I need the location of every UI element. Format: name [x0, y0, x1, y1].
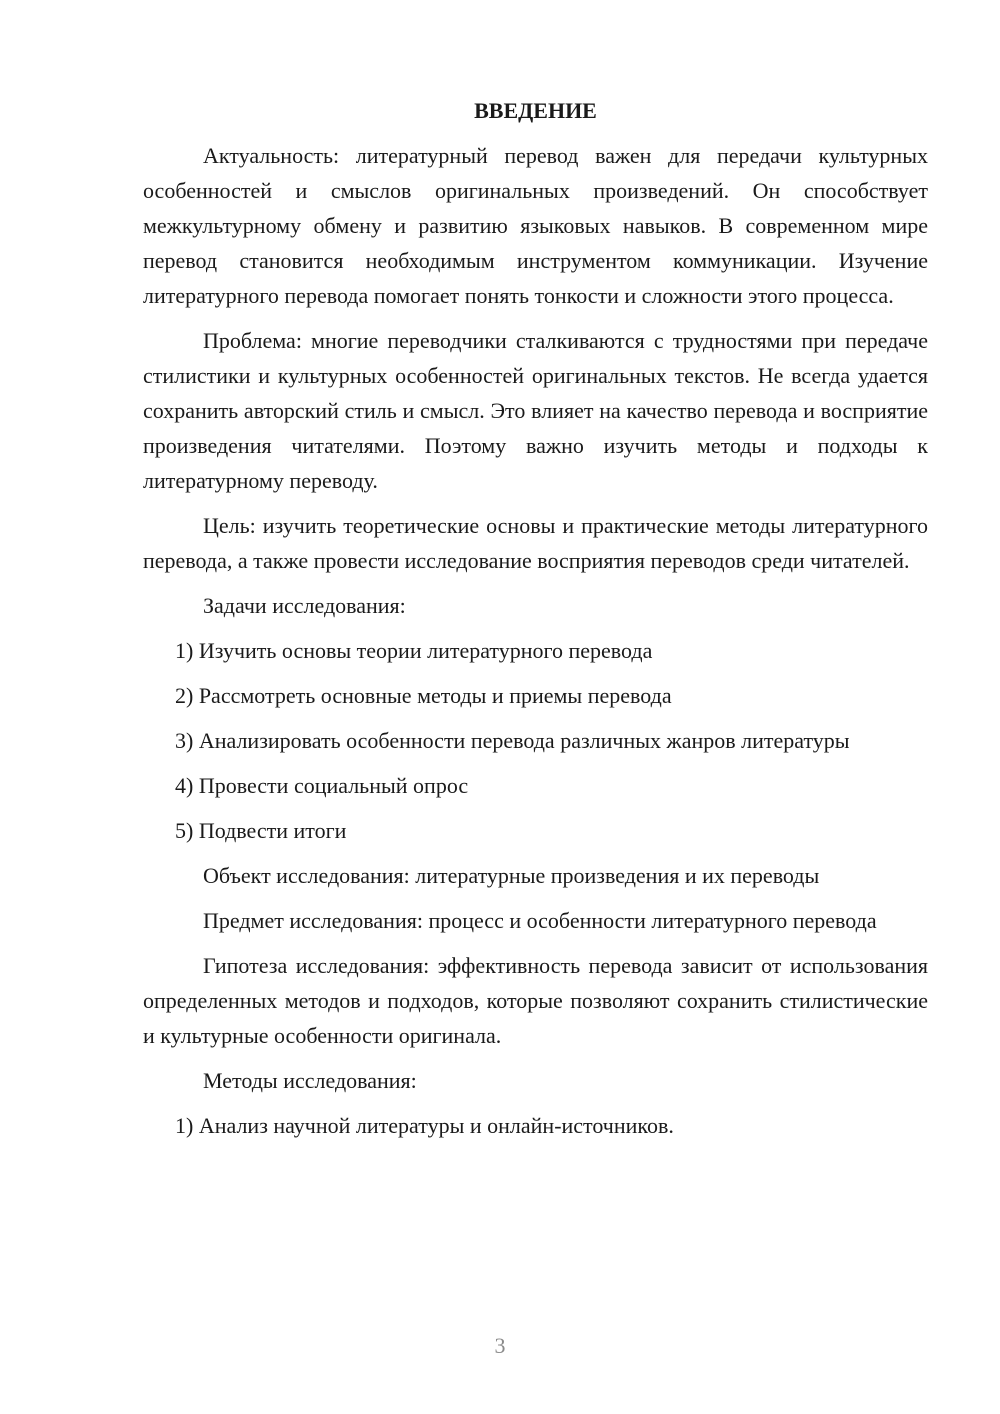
- list-item-task-2: 2) Рассмотреть основные методы и приемы перевода: [175, 683, 672, 708]
- document-body: [143, 94, 928, 1153]
- paragraph-hypothesis: Гипотеза исследования: эффективность перевода зависит от использования определенных методов и подходов, которые позволяют сохранить стилистические и культурные особенности оригинала.: [143, 953, 928, 1048]
- list-item-method-1: 1) Анализ научной литературы и онлайн-источников.: [175, 1113, 674, 1138]
- paragraph-tasks-heading: Задачи исследования:: [203, 593, 406, 618]
- list-item-task-4: 4) Провести социальный опрос: [175, 773, 469, 798]
- list-item-task-1: 1) Изучить основы теории литературного перевода: [175, 638, 653, 663]
- paragraph-methods-heading: Методы исследования:: [203, 1068, 417, 1093]
- section-title: ВВЕДЕНИЕ: [474, 98, 597, 123]
- paragraph-problem: Проблема: многие переводчики сталкиваются с трудностями при передаче стилистики и культурных особенностей оригинальных текстов. Не всегда удается сохранить авторский стиль и смысл. Это влияет на качество перевода и восприятие произведения читателями. Поэтому важно изучить методы и подходы к литературному переводу.: [143, 328, 928, 493]
- paragraph-object: Объект исследования: литературные произведения и их переводы: [203, 863, 820, 888]
- paragraph-subject: Предмет исследования: процесс и особенности литературного перевода: [203, 908, 877, 933]
- list-item-task-5: 5) Подвести итоги: [175, 818, 347, 843]
- list-item-task-3: 3) Анализировать особенности перевода различных жанров литературы: [175, 728, 850, 753]
- paragraph-relevance: Актуальность: литературный перевод важен для передачи культурных особенностей и смыслов оригинальных произведений. Он способствует межкультурному обмену и развитию языковых навыков. В современном мире перевод становится необходимым инструментом коммуникации. Изучение литературного перевода помогает понять тонкости и сложности этого процесса.: [143, 143, 928, 308]
- paragraph-goal: Цель: изучить теоретические основы и практические методы литературного перевода, а также провести исследование восприятия переводов среди читателей.: [143, 513, 928, 573]
- page-number: 3: [494, 1333, 506, 1358]
